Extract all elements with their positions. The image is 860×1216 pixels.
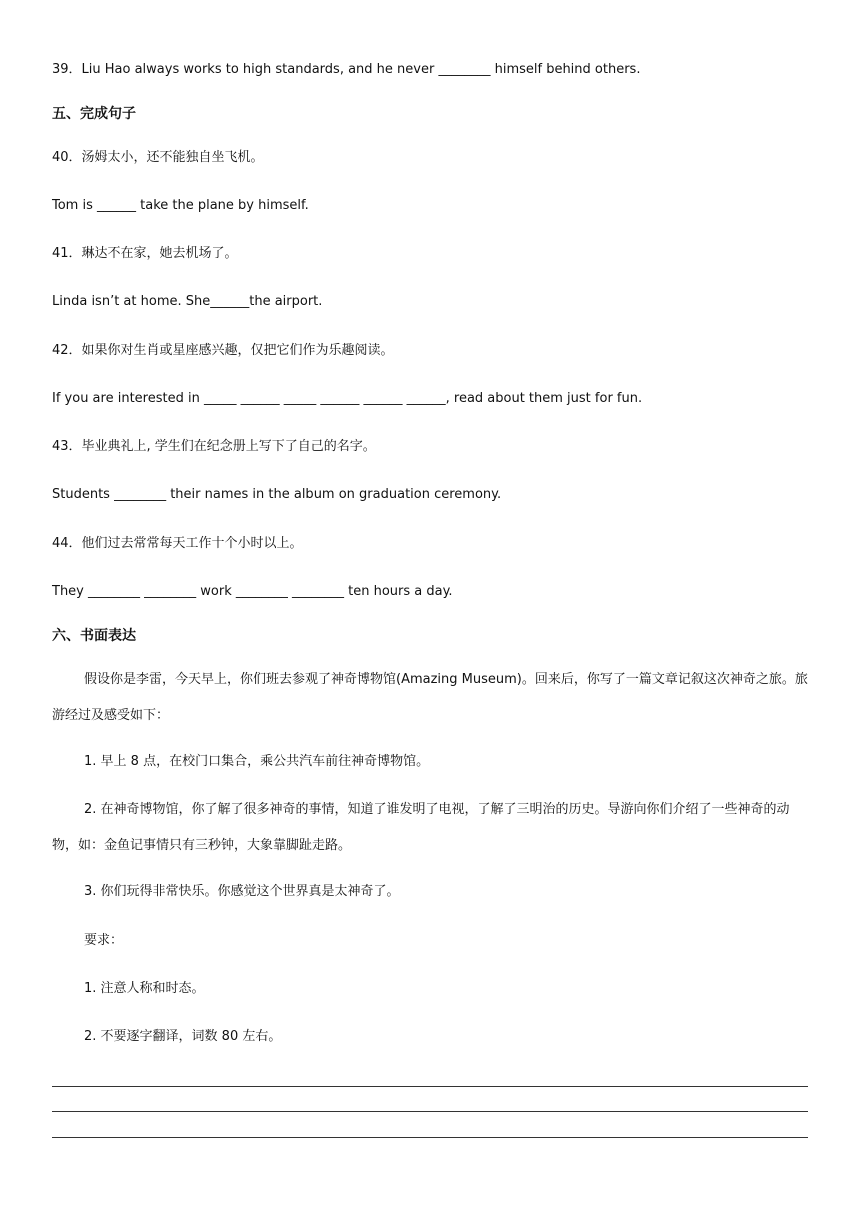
question-39: 39．Liu Hao always works to high standards, and he never ________ himself behind others. — [52, 62, 641, 77]
question-42-english: If you are interested in _____ ______ _____ ______ ______ ______, read about them just for fun. — [52, 391, 643, 406]
requirement-2: 2. 不要逐字翻译，词数 80 左右。 — [84, 1029, 282, 1044]
question-42-chinese: 42．如果你对生肖或星座感兴趣，仅把它们作为乐趣阅读。 — [52, 343, 394, 358]
question-40-chinese: 40．汤姆太小，还不能独自坐飞机。 — [52, 150, 264, 165]
section-heading-complete-sentences: 五、完成句子 — [52, 106, 136, 122]
question-41-english: Linda isn’t at home. She______the airport. — [52, 294, 323, 309]
question-41-chinese: 41．琳达不在家，她去机场了。 — [52, 246, 238, 261]
question-44-chinese: 44．他们过去常常每天工作十个小时以上。 — [52, 536, 303, 551]
answer-line[interactable] — [52, 1111, 808, 1112]
answer-line[interactable] — [52, 1137, 808, 1138]
question-43-chinese: 43．毕业典礼上, 学生们在纪念册上写下了自己的名字。 — [52, 439, 376, 454]
writing-point-1: 1. 早上 8 点，在校门口集合，乘公共汽车前往神奇博物馆。 — [84, 754, 430, 769]
answer-line[interactable] — [52, 1086, 808, 1087]
section-heading-writing: 六、书面表达 — [52, 628, 136, 644]
writing-point-2: 2. 在神奇博物馆，你了解了很多神奇的事情，知道了谁发明了电视，了解了三明治的历史。导游向你们介绍了一些神奇的动物，如：金鱼记事情只有三秒钟，大象靠脚趾走路。 — [52, 802, 790, 853]
question-44-english: They ________ ________ work ________ ________ ten hours a day. — [52, 584, 453, 599]
writing-point-3: 3. 你们玩得非常快乐。你感觉这个世界真是太神奇了。 — [84, 884, 400, 899]
writing-prompt-intro: 假设你是李雷，今天早上，你们班去参观了神奇博物馆(Amazing Museum)。回来后，你写了一篇文章记叙这次神奇之旅。旅游经过及感受如下： — [52, 672, 808, 723]
requirement-1: 1. 注意人称和时态。 — [84, 981, 205, 996]
question-40-english: Tom is ______ take the plane by himself. — [52, 198, 309, 213]
question-43-english: Students ________ their names in the album on graduation ceremony. — [52, 487, 502, 502]
requirements-label: 要求： — [84, 933, 124, 948]
